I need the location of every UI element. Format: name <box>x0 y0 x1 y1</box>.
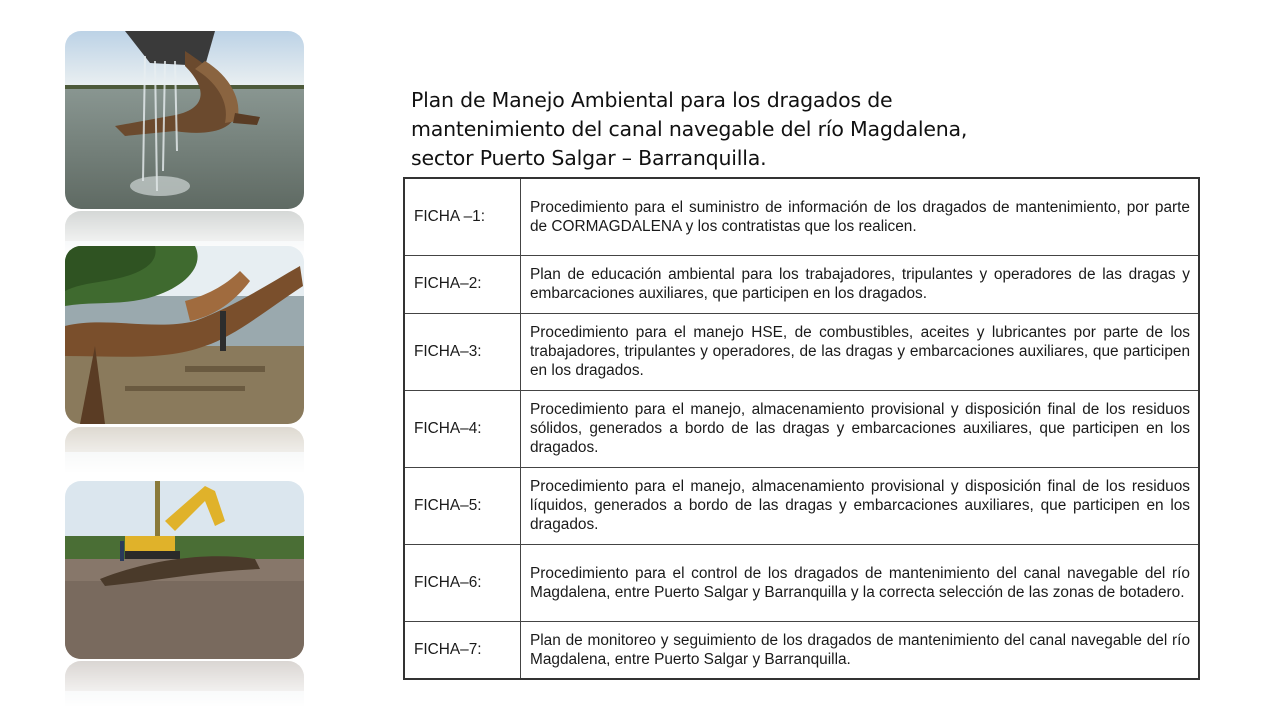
slide-title <box>411 86 1051 173</box>
ficha-description: Procedimiento para el manejo, almacenamiento provisional y disposición final de los residuos sólidos, generados a bordo de las dragas y embarcaciones auxiliares, que participen en los dragados. <box>521 390 1200 467</box>
photo-excavator-bucket-log <box>65 31 304 209</box>
photo-excavator-log-river <box>65 481 304 659</box>
title-line: mantenimiento del canal navegable del río Magdalena, <box>411 117 968 141</box>
fichas-table <box>403 177 1200 680</box>
ficha-description: Procedimiento para el suministro de información de los dragados de mantenimiento, por parte de CORMAGDALENA y los contratistas que los realicen. <box>521 178 1200 255</box>
ficha-code: FICHA–4: <box>404 390 521 467</box>
title-line: sector Puerto Salgar – Barranquilla. <box>411 146 767 170</box>
table-row <box>404 544 1199 621</box>
photo-reflection <box>65 661 304 709</box>
table-row <box>404 178 1199 255</box>
photo-fallen-tree-riverbank <box>65 246 304 424</box>
table-row <box>404 467 1199 544</box>
ficha-code: FICHA–5: <box>404 467 521 544</box>
ficha-code: FICHA–3: <box>404 313 521 390</box>
table-row <box>404 621 1199 679</box>
ficha-code: FICHA–6: <box>404 544 521 621</box>
ficha-code: FICHA –1: <box>404 178 521 255</box>
ficha-description: Plan de educación ambiental para los trabajadores, tripulantes y operadores de las dragas y embarcaciones auxiliares, que participen en los dragados. <box>521 255 1200 313</box>
ficha-code: FICHA–7: <box>404 621 521 679</box>
table-row <box>404 255 1199 313</box>
ficha-description: Procedimiento para el control de los dragados de mantenimiento del canal navegable del río Magdalena, entre Puerto Salgar y Barranquilla y la correcta selección de las zonas de botadero. <box>521 544 1200 621</box>
table-row <box>404 390 1199 467</box>
ficha-description: Procedimiento para el manejo, almacenamiento provisional y disposición final de los residuos líquidos, generados a bordo de las dragas y embarcaciones auxiliares, que participen en los dragados. <box>521 467 1200 544</box>
table-row <box>404 313 1199 390</box>
ficha-description: Plan de monitoreo y seguimiento de los dragados de mantenimiento del canal navegable del río Magdalena, entre Puerto Salgar y Barranquilla. <box>521 621 1200 679</box>
ficha-description: Procedimiento para el manejo HSE, de combustibles, aceites y lubricantes por parte de los trabajadores, tripulantes y operadores, de las dragas y embarcaciones auxiliares, que participen en los dragados. <box>521 313 1200 390</box>
photo-reflection <box>65 427 304 475</box>
ficha-code: FICHA–2: <box>404 255 521 313</box>
title-line: Plan de Manejo Ambiental para los dragados de <box>411 88 893 112</box>
